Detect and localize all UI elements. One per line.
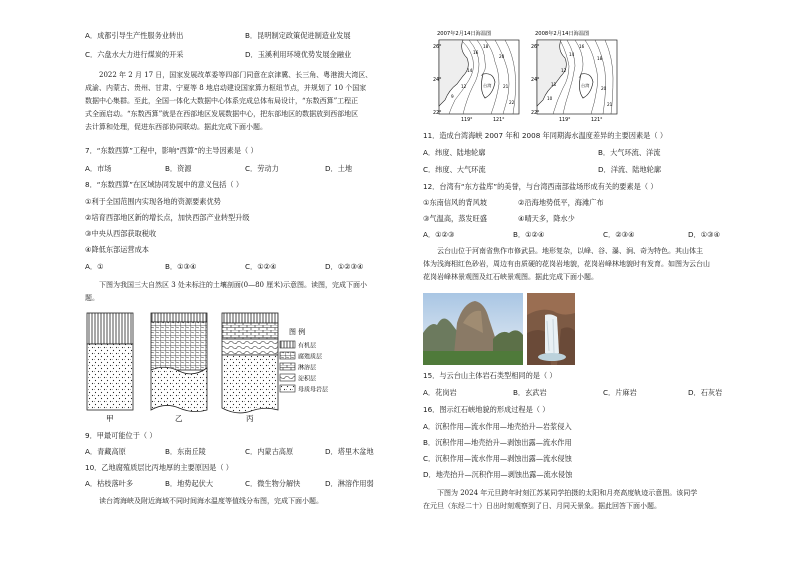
map-2007-isotherm-label: 14 — [467, 68, 473, 73]
q12-item-3: ③气温高，蒸发旺盛 — [423, 214, 487, 223]
q9-option-d: D．塔里木盆地 — [325, 447, 374, 456]
q9-option-a: A．青藏高原 — [85, 447, 126, 456]
soil-column-jia — [87, 313, 133, 410]
passage2-line-1: 下图为我国三大自然区 3 处未标注的土壤剖面(0—80 厘米)示意图。读图，完成下面小 — [99, 281, 367, 289]
q15-option-c: C．片麻岩 — [603, 388, 637, 397]
q8-option-b: B．①③④ — [165, 262, 197, 271]
passage1-line-1: 2022 年 2 月 17 日，国家发展改革委等四部门同意在京津冀、长三角、粤港澳大湾区、 — [99, 71, 373, 79]
passage5-line-1: 下图为 2024 年元旦跨年时刻江苏某同学拍摄的太阳和月亮高度轨迹示意图。该同学 — [437, 489, 698, 497]
q8-option-d: D．①②③④ — [325, 262, 364, 271]
q12-option-a: A．①②③ — [423, 230, 455, 239]
q15-option-b: B．玄武岩 — [513, 388, 547, 397]
soil-legend — [280, 341, 328, 394]
photo-granite-peak-forest — [423, 293, 575, 365]
q10-option-c: C．微生物分解快 — [245, 479, 301, 488]
passage4-line-1: 云台山位于河南省焦作市修武县。地形复杂，以峰、谷、瀑、涧、奇为特色。其山体主 — [437, 247, 703, 255]
legend-organic-layer: 有机层 — [298, 342, 317, 350]
passage5-line-2: 在元旦（东经二十）日出时刻观察到了日、月同天景象。据此回答下面小题。 — [423, 502, 661, 510]
q11-option-d: D．洋流、陆地轮廓 — [598, 165, 662, 174]
passage4-line-3: 花岗岩峰林景观图及红石峡景观图。据此完成下面小题。 — [423, 273, 598, 281]
q12-stem: 12．台湾有“东方盐库”的美誉，与台湾西南部盐场形成有关的要素是（ ） — [423, 182, 658, 191]
map-2007-isotherm-label: 9 — [451, 94, 454, 99]
map-2007-isotherm-label: 12 — [461, 84, 467, 89]
q9-option-c: C．内蒙古高原 — [245, 447, 294, 456]
q11-stem: 11．造成台湾海峡 2007 年和 2008 年同期海水温度差异的主要因素是（ ） — [423, 131, 668, 140]
q8-option-c: C．①②④ — [245, 262, 277, 271]
q12-item-4: ④晴天多，降水少 — [518, 214, 575, 223]
q11-option-a: A．纬度、陆地轮廓 — [423, 148, 486, 157]
soil-column-yi — [151, 313, 207, 412]
soil-label-bing: 丙 — [246, 414, 254, 422]
q12-option-d: D．①③④ — [688, 230, 721, 239]
q8-item-4: ④降低东部运营成本 — [85, 245, 149, 254]
map-2007-isotherm-label: 16 — [473, 50, 479, 55]
map-2008-isotherm-label: 21 — [607, 102, 613, 107]
map-2008-lat-24: 24° — [531, 78, 540, 83]
map-2007-isotherm-label: 22 — [509, 100, 515, 105]
q9-option-b: B．东南丘陵 — [165, 447, 206, 456]
passage2-line-2: 题。 — [85, 294, 99, 302]
q11-option-b: B．大气环流、洋流 — [598, 148, 661, 157]
map-2008-isotherm-label: 20 — [601, 86, 607, 91]
map-2008-title: 2008年2月14日海温图 — [535, 31, 590, 37]
map-2008-isotherm-label: 16 — [579, 44, 585, 49]
map-2008-lon-119: 119° — [559, 118, 571, 123]
q11-option-c: C．纬度、大气环流 — [423, 165, 486, 174]
map-2008-isotherm-label: 11 — [551, 82, 557, 87]
passage1-line-3: 数据中心集群。至此，全国一体化大数据中心体系完成总体布局设计，“东数西算”工程正 — [85, 97, 359, 105]
passage1-line-2: 成渝、内蒙古、贵州、甘肃、宁夏等 8 地启动建设国家算力枢纽节点，并规划了 10 个国家 — [85, 84, 367, 92]
map-2008-taiwan-label: 台湾 — [581, 83, 590, 88]
map-2007-title: 2007年2月14日海温图 — [437, 31, 492, 37]
top-option-d: D．玉溪利用环境优势发展金融业 — [245, 50, 352, 59]
q15-option-d: D．石灰岩 — [688, 388, 723, 397]
legend-parent-rock-layer: 母质母岩层 — [298, 386, 329, 394]
map-2008 — [531, 29, 617, 123]
q16-option-d: D．地壳抬升—沉积作用—剥蚀出露—流水侵蚀 — [423, 470, 573, 479]
q12-item-2: ②沿海地势低平，海滩广布 — [518, 198, 604, 207]
sea-temperature-maps — [423, 28, 623, 124]
passage1-line-5: 去计算和处理，促进东西部协同联动。据此完成下面小题。 — [85, 123, 267, 131]
legend-illuvial-layer: 淀积层 — [298, 375, 317, 383]
map-2007-lat-22: 22° — [433, 111, 442, 116]
map-2007-isotherm-label: 18 — [483, 44, 489, 49]
q8-item-3: ③中央从西部获取税收 — [85, 229, 157, 238]
passage3: 读台湾海峡及附近海域不同时间海水温度等值线分布图，完成下面小题。 — [99, 497, 323, 505]
q15-option-a: A．花岗岩 — [423, 388, 457, 397]
map-2008-lon-121: 121° — [591, 118, 603, 123]
q7-option-a: A．市场 — [85, 164, 112, 173]
q8-stem: 8．“东数西算”在区域协同发展中的意义包括（ ） — [85, 180, 244, 189]
top-option-b: B．昆明制定政策促进制造业发展 — [245, 31, 351, 40]
map-2007-taiwan-label: 台湾 — [483, 83, 492, 88]
q7-option-d: D．土地 — [325, 164, 353, 173]
map-2007-lon-119: 119° — [461, 118, 473, 123]
map-2008-isotherm-label: 12 — [561, 68, 567, 73]
map-2007-isotherm-label: 20 — [499, 54, 505, 59]
q8-item-2: ②培育西部地区新的增长点，加快西部产业转型升级 — [85, 213, 250, 222]
map-2008-isotherm-label: 18 — [597, 56, 603, 61]
q8-option-a: A．① — [85, 262, 104, 271]
q16-option-c: C．沉积作用—流水作用—剥蚀出露—流水侵蚀 — [423, 454, 572, 463]
q10-option-a: A．枯枝落叶多 — [85, 479, 134, 488]
photo-red-stone-gorge-waterfall — [527, 293, 575, 365]
q15-stem: 15．与云台山主体岩石类型相同的是（ ） — [423, 371, 557, 380]
map-2007-lat-26: 26° — [433, 45, 442, 50]
passage1-line-4: 式全面启动。“东数西算”就是在西部地区发展数据中心，把东部地区的数据放到西部地区 — [85, 110, 359, 118]
q7-stem: 7．“东数西算”工程中，影响“西算”的主导因素是（ ） — [85, 146, 258, 155]
q9-stem: 9．甲最可能位于（ ） — [85, 431, 157, 440]
map-2008-lat-22: 22° — [531, 111, 540, 116]
passage4-line-2: 体为浅海相红色砂岩，周边有由质硬的花岗岩地貌，花岗岩峰林地貌时有发育。如图为云台山 — [423, 260, 710, 268]
q10-stem: 10．乙地腐殖质层比丙地厚的主要原因是（ ） — [85, 463, 233, 472]
map-2007-isotherm-label: 21 — [503, 84, 509, 89]
legend-eluvial-layer: 淋溶层 — [298, 364, 317, 372]
q12-option-b: B．①②④ — [513, 230, 545, 239]
soil-label-yi: 乙 — [175, 414, 183, 422]
legend-humus-layer: 腐殖质层 — [298, 353, 323, 361]
q10-option-b: B．地势起伏大 — [165, 479, 214, 488]
q8-item-1: ①利于全国范围内实现各地的资源要素优势 — [85, 197, 221, 206]
q12-option-c: C．②③④ — [603, 230, 635, 239]
map-2008-lat-26: 26° — [531, 45, 540, 50]
q10-option-d: D．淋溶作用弱 — [325, 479, 374, 488]
top-option-a: A．成都引导生产性服务业转出 — [85, 31, 184, 40]
map-2007 — [433, 29, 519, 123]
soil-profile-figure — [85, 310, 385, 422]
soil-label-jia: 甲 — [106, 414, 114, 422]
map-2007-lat-24: 24° — [433, 78, 442, 83]
q16-stem: 16．图示红石峡地貌的形成过程是（ ） — [423, 405, 550, 414]
q7-option-c: C．劳动力 — [245, 164, 279, 173]
q7-option-b: B．资源 — [165, 164, 192, 173]
q16-option-a: A．沉积作用—流水作用—地壳抬升—岩浆侵入 — [423, 422, 572, 431]
soil-column-bing — [222, 313, 278, 413]
map-2007-lon-121: 121° — [493, 118, 505, 123]
soil-legend-title: 图 例 — [289, 328, 306, 336]
q16-option-b: B．沉积作用—地壳抬升—剥蚀出露—流水作用 — [423, 438, 572, 447]
map-2008-isotherm-label: 10 — [547, 96, 553, 101]
top-option-c: C．六盘水大力进行煤炭的开采 — [85, 50, 184, 59]
q12-item-1: ①东南信风的背风坡 — [423, 198, 487, 207]
map-2008-isotherm-label: 14 — [569, 52, 575, 57]
